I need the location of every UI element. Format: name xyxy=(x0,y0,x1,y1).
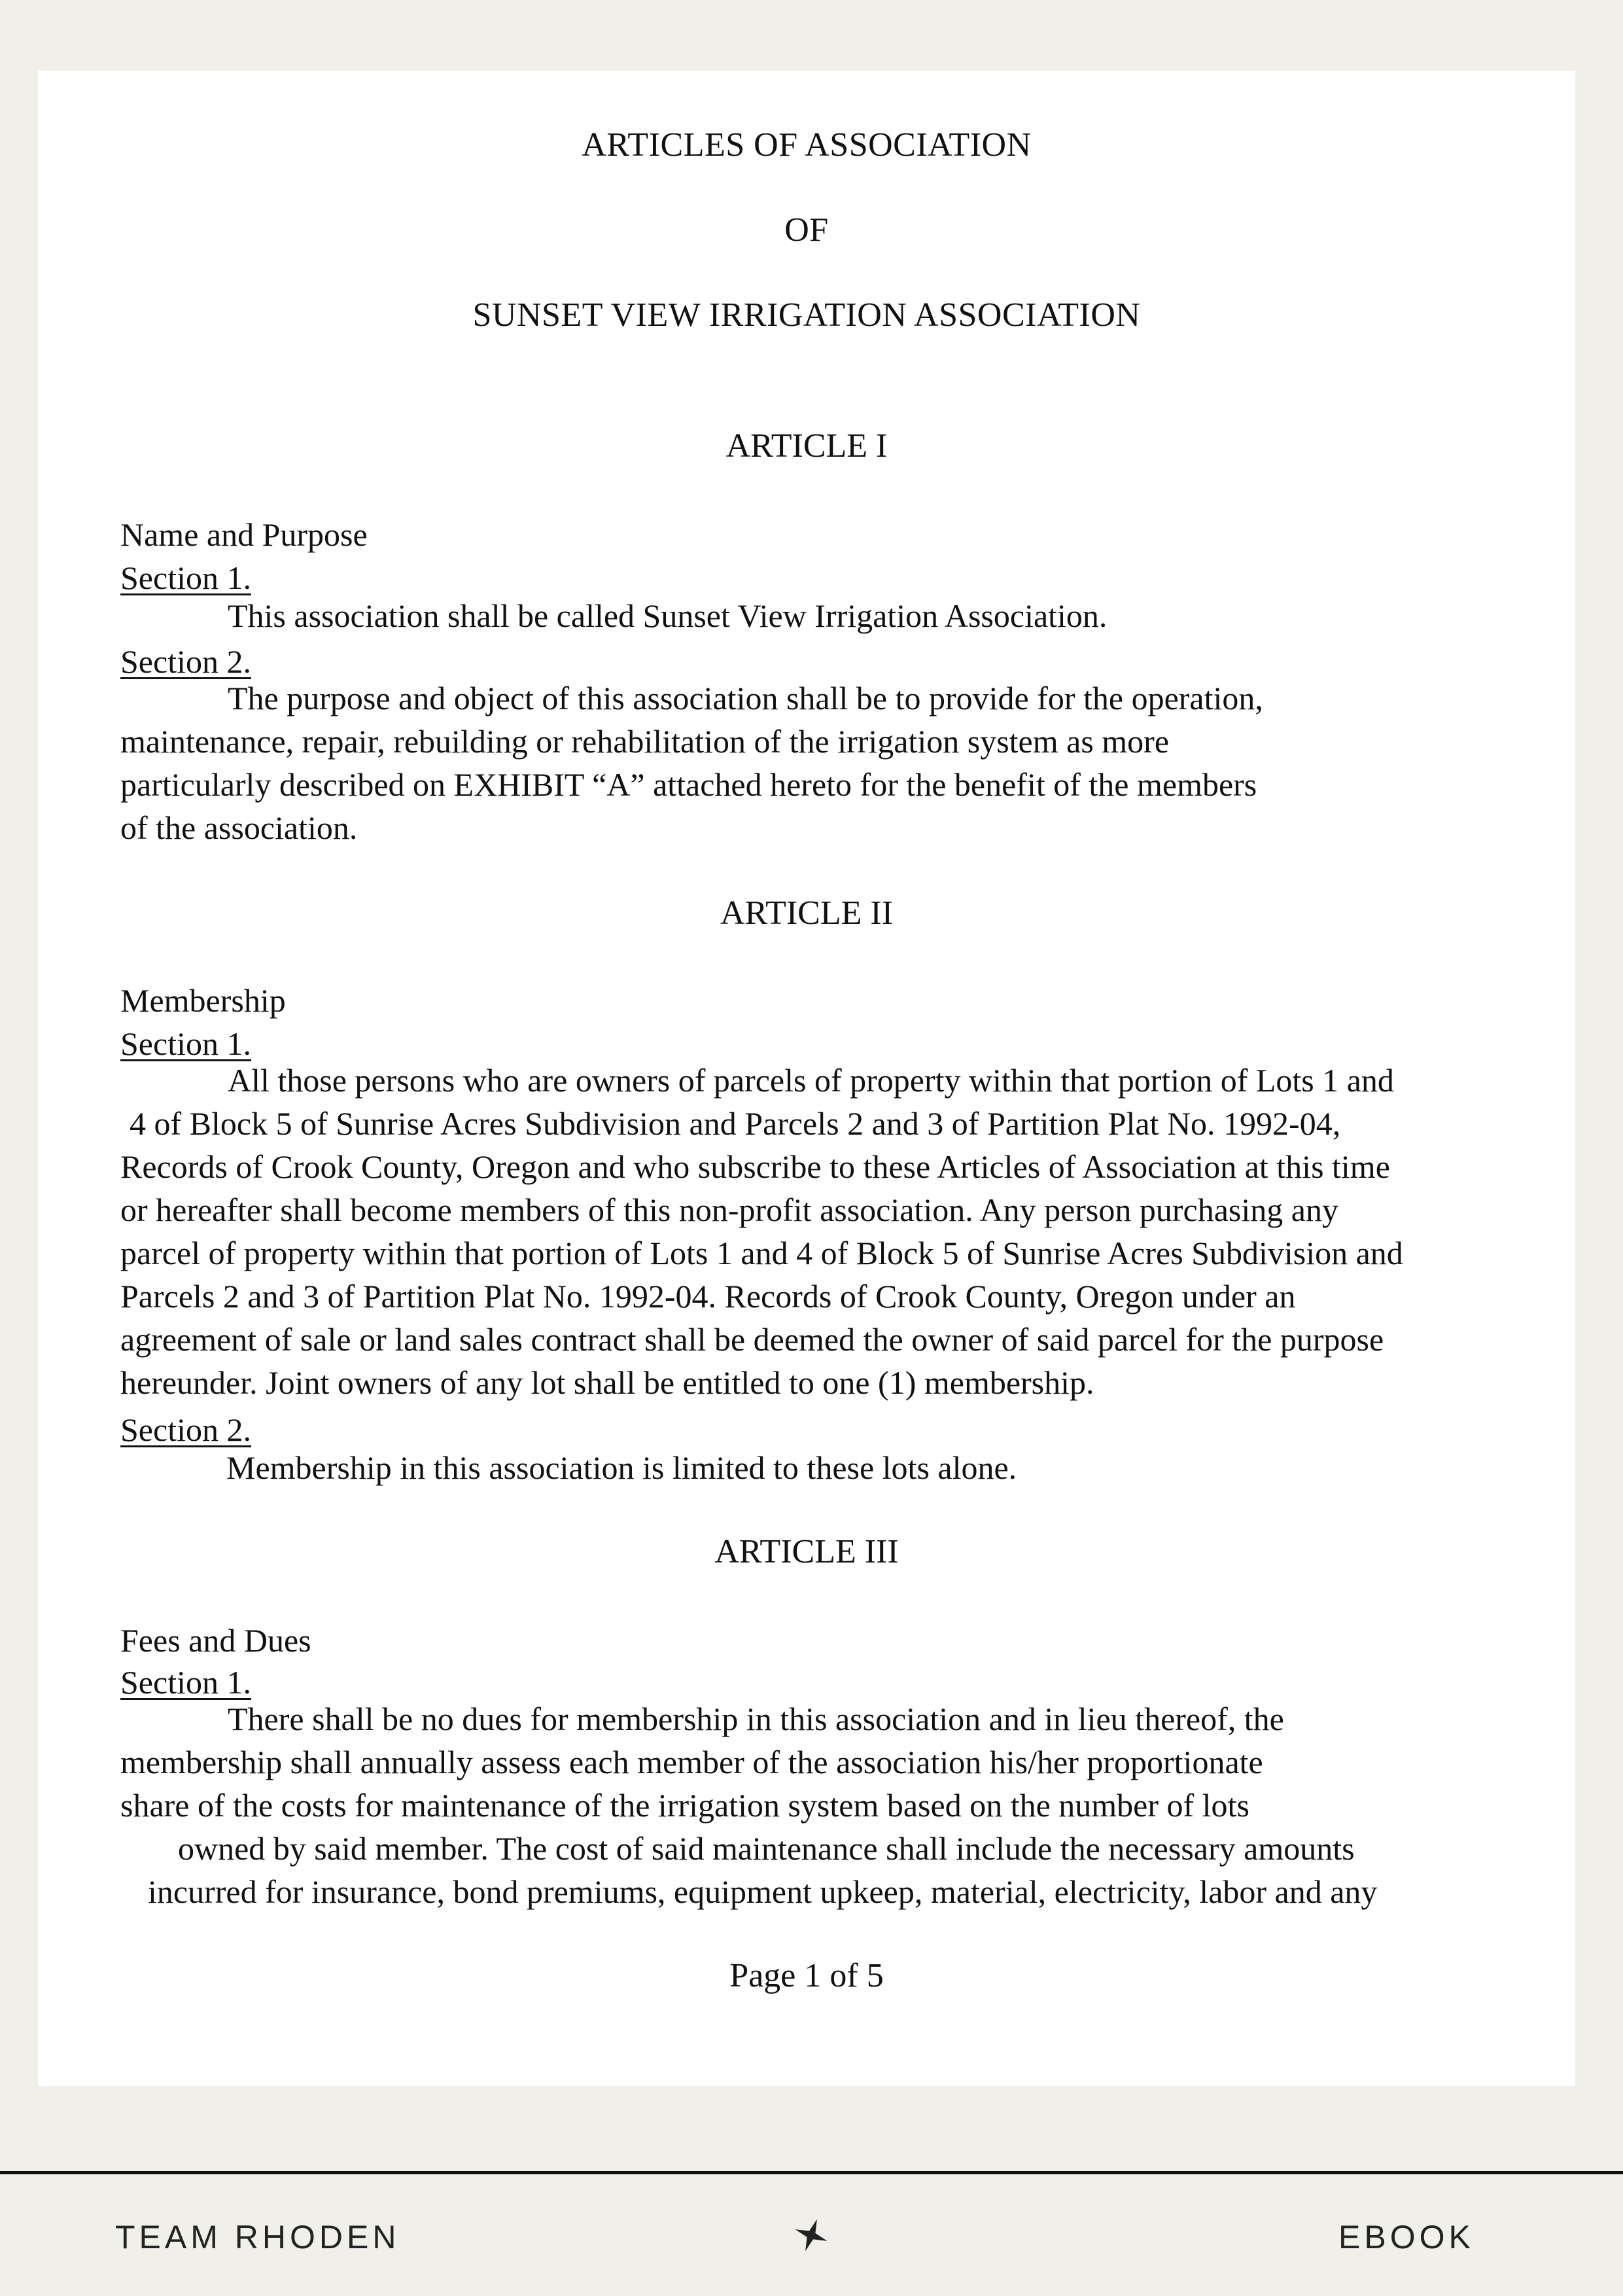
article-3-subheading: Fees and Dues xyxy=(120,1622,311,1659)
document-title-line-3: SUNSET VIEW IRRIGATION ASSOCIATION xyxy=(472,296,1141,334)
article-1-section-2-label: Section 2. xyxy=(120,643,251,680)
page-number: Page 1 of 5 xyxy=(729,1957,884,1994)
document-title-line-2: OF xyxy=(784,211,829,249)
article-1-subheading: Name and Purpose xyxy=(120,516,368,553)
four-point-star-icon xyxy=(793,2217,829,2253)
footer-divider xyxy=(0,2171,1623,2174)
document-title-line-1: ARTICLES OF ASSOCIATION xyxy=(582,126,1032,164)
article-2-section-1-label: Section 1. xyxy=(120,1025,251,1062)
paragraph-line: incurred for insurance, bond premiums, equipment upkeep, material, electricity, labor and any xyxy=(148,1873,1378,1910)
paragraph-line: hereunder. Joint owners of any lot shall be entitled to one (1) membership. xyxy=(120,1364,1094,1401)
paragraph-line: particularly described on EXHIBIT “A” attached hereto for the benefit of the members xyxy=(120,766,1257,803)
paragraph-line: share of the costs for maintenance of the irrigation system based on the number of lots xyxy=(120,1787,1249,1824)
paragraph-line: membership shall annually assess each member of the association his/her proportionate xyxy=(120,1744,1263,1780)
paragraph-line: The purpose and object of this association shall be to provide for the operation, xyxy=(228,680,1263,716)
paragraph-line: agreement of sale or land sales contract shall be deemed the owner of said parcel for the purpose xyxy=(120,1321,1384,1358)
paragraph-line: Records of Crook County, Oregon and who subscribe to these Articles of Association at this time xyxy=(120,1148,1390,1185)
paragraph-line: maintenance, repair, rebuilding or rehabilitation of the irrigation system as more xyxy=(120,723,1170,760)
footer-brand-label: TEAM RHODEN xyxy=(115,2219,400,2255)
article-2-section-2-text: Membership in this association is limited to these lots alone. xyxy=(226,1449,1017,1486)
article-1-heading: ARTICLE I xyxy=(725,427,888,465)
paragraph-line: 4 of Block 5 of Sunrise Acres Subdivision and Parcels 2 and 3 of Partition Plat No. 1992-04, xyxy=(130,1105,1341,1142)
article-1-section-1-text: This association shall be called Sunset View Irrigation Association. xyxy=(228,597,1108,634)
paragraph-line: or hereafter shall become members of this non-profit association. Any person purchasing any xyxy=(120,1192,1338,1228)
paragraph-line: of the association. xyxy=(120,809,358,846)
article-2-subheading: Membership xyxy=(120,982,286,1019)
article-3-section-1-label: Section 1. xyxy=(120,1664,251,1701)
article-2-section-2-label: Section 2. xyxy=(120,1411,251,1448)
paragraph-line: All those persons who are owners of parcels of property within that portion of Lots 1 and xyxy=(228,1062,1394,1099)
footer-ebook-label: EBOOK xyxy=(1338,2219,1475,2255)
article-3-section-1-body xyxy=(120,1697,1507,1913)
article-1-section-1-label: Section 1. xyxy=(120,559,251,596)
document-page xyxy=(38,71,1575,2086)
article-1-section-2-body xyxy=(120,677,1507,849)
article-2-heading: ARTICLE II xyxy=(720,894,894,932)
paragraph-line: owned by said member. The cost of said maintenance shall include the necessary amounts xyxy=(178,1830,1355,1867)
article-2-section-1-body xyxy=(120,1059,1507,1404)
paragraph-line: There shall be no dues for membership in this association and in lieu thereof, the xyxy=(228,1701,1284,1737)
paragraph-line: parcel of property within that portion of Lots 1 and 4 of Block 5 of Sunrise Acres Subdivision and xyxy=(120,1235,1403,1271)
paragraph-line: Parcels 2 and 3 of Partition Plat No. 1992-04. Records of Crook County, Oregon under an xyxy=(120,1278,1296,1315)
article-3-heading: ARTICLE III xyxy=(714,1533,899,1570)
